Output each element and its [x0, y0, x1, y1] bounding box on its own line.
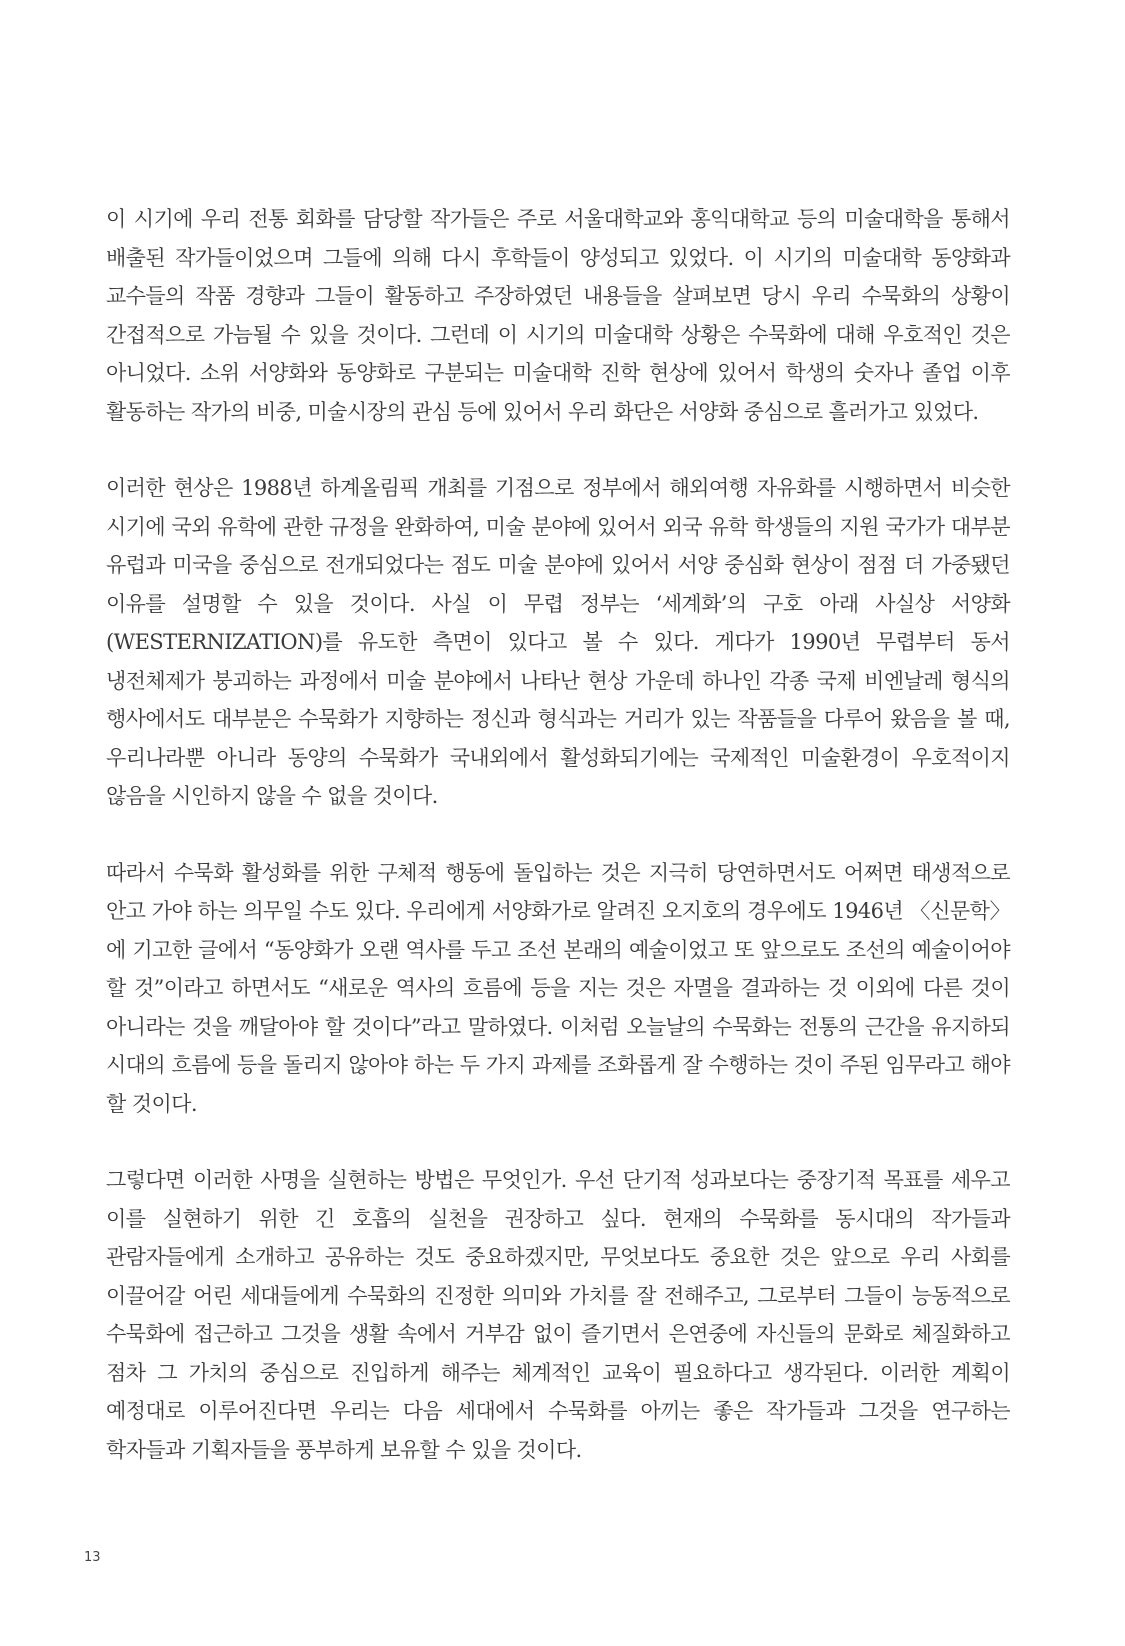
- body-text: [106, 200, 1010, 1507]
- paragraph-1: 이 시기에 우리 전통 회화를 담당할 작가들은 주로 서울대학교와 홍익대학교 등의 미술대학을 통해서 배출된 작가들이었으며 그들에 의해 다시 후학들이 양성되고 있었다. 이 시기의 미술대학 동양화과 교수들의 작품 경향과 그들이 활동하고 주장하였던 내용들을 살펴보면 당시 우리 수묵화의 상황이 간접적으로 가늠될 수 있을 것이다. 그런데 이 시기의 미술대학 상황은 수묵화에 대해 우호적인 것은 아니었다. 소위 서양화와 동양화로 구분되는 미술대학 진학 현상에 있어서 학생의 숫자나 졸업 이후 활동하는 작가의 비중, 미술시장의 관심 등에 있어서 우리 화단은 서양화 중심으로 흘러가고 있었다.: [106, 207, 1010, 424]
- paragraph-4: 그렇다면 이러한 사명을 실현하는 방법은 무엇인가. 우선 단기적 성과보다는 중장기적 목표를 세우고 이를 실현하기 위한 긴 호흡의 실천을 권장하고 싶다. 현재의 수묵화를 동시대의 작가들과 관람자들에게 소개하고 공유하는 것도 중요하겠지만, 무엇보다도 중요한 것은 앞으로 우리 사회를 이끌어갈 어린 세대들에게 수묵화의 진정한 의미와 가치를 잘 전해주고, 그로부터 그들이 능동적으로 수묵화에 접근하고 그것을 생활 속에서 거부감 없이 즐기면서 은연중에 자신들의 문화로 체질화하고 점차 그 가치의 중심으로 진입하게 해주는 체계적인 교육이 필요하다고 생각된다. 이러한 계획이 예정대로 이루어진다면 우리는 다음 세대에서 수묵화를 아끼는 좋은 작가들과 그것을 연구하는 학자들과 기획자들을 풍부하게 보유할 수 있을 것이다.: [106, 1168, 1010, 1462]
- paragraph-2: 이러한 현상은 1988년 하계올림픽 개최를 기점으로 정부에서 해외여행 자유화를 시행하면서 비슷한 시기에 국외 유학에 관한 규정을 완화하여, 미술 분야에 있어서 외국 유학 학생들의 지원 국가가 대부분 유럽과 미국을 중심으로 전개되었다는 점도 미술 분야에 있어서 서양 중심화 현상이 점점 더 가중됐던 이유를 설명할 수 있을 것이다. 사실 이 무렵 정부는 ‘세계화’의 구호 아래 사실상 서양화(WESTERNIZATION)를 유도한 측면이 있다고 볼 수 있다. 게다가 1990년 무렵부터 동서 냉전체제가 붕괴하는 과정에서 미술 분야에서 나타난 현상 가운데 하나인 각종 국제 비엔날레 형식의 행사에서도 대부분은 수묵화가 지향하는 정신과 형식과는 거리가 있는 작품들을 다루어 왔음을 볼 때, 우리나라뿐 아니라 동양의 수묵화가 국내외에서 활성화되기에는 국제적인 미술환경이 우호적이지 않음을 시인하지 않을 수 없을 것이다.: [106, 476, 1010, 808]
- page-number: 13: [84, 1550, 101, 1565]
- paragraph-3: 따라서 수묵화 활성화를 위한 구체적 행동에 돌입하는 것은 지극히 당연하면서도 어쩌면 태생적으로 안고 가야 하는 의무일 수도 있다. 우리에게 서양화가로 알려진 오지호의 경우에도 1946년 〈신문학〉에 기고한 글에서 “동양화가 오랜 역사를 두고 조선 본래의 예술이었고 또 앞으로도 조선의 예술이어야 할 것”이라고 하면서도 “새로운 역사의 흐름에 등을 지는 것은 자멸을 결과하는 것 이외에 다른 것이 아니라는 것을 깨달아야 할 것이다”라고 말하였다. 이처럼 오늘날의 수묵화는 전통의 근간을 유지하되 시대의 흐름에 등을 돌리지 않아야 하는 두 가지 과제를 조화롭게 잘 수행하는 것이 주된 임무라고 해야 할 것이다.: [106, 860, 1010, 1116]
